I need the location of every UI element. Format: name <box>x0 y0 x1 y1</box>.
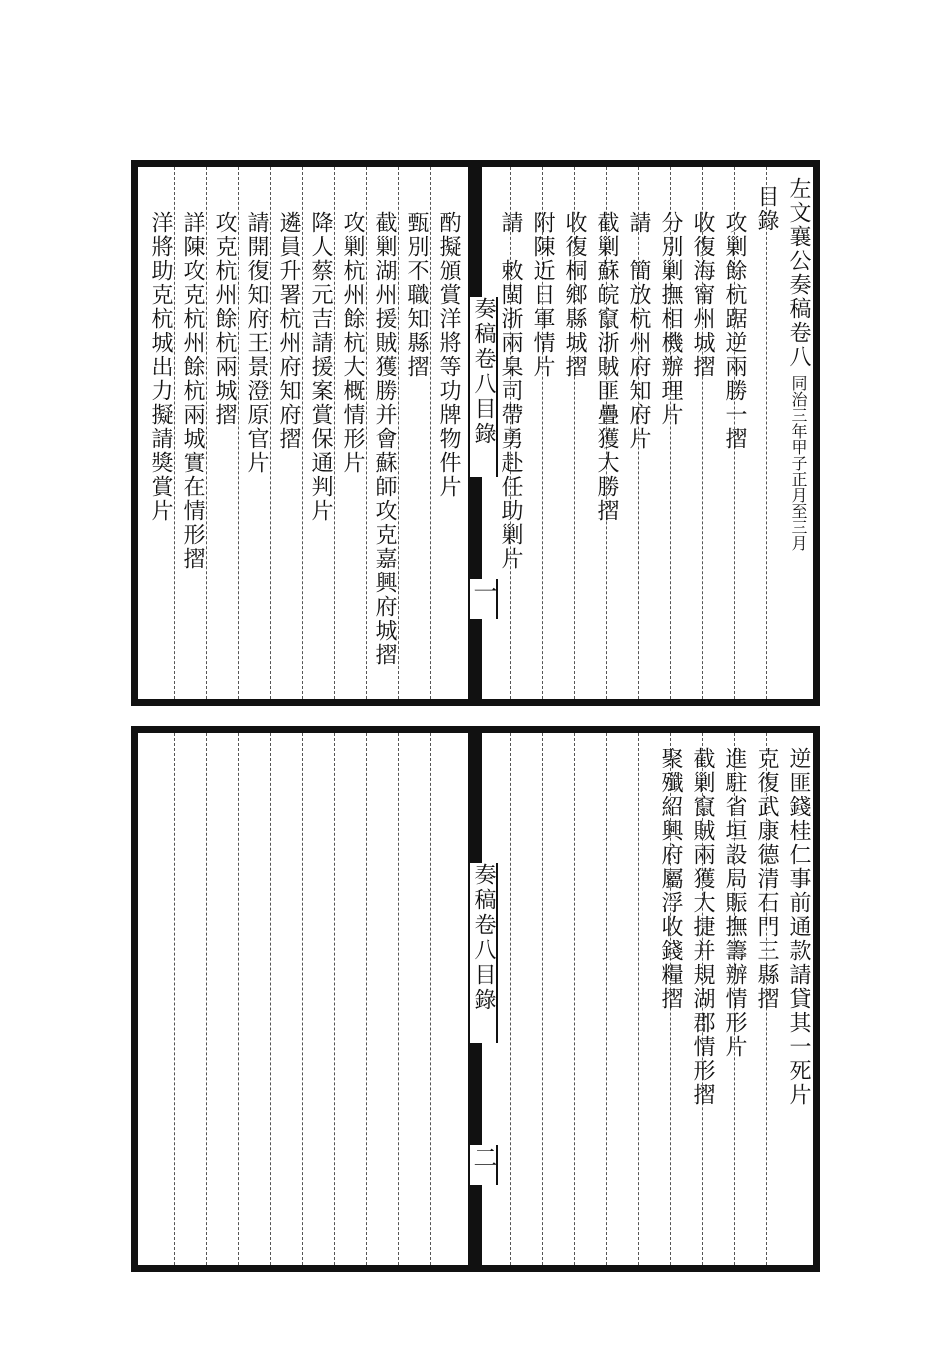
toc-entry: 降人蔡元吉請援案賞保通判片 <box>308 211 333 523</box>
toc-entry: 收復桐鄉縣城摺 <box>562 211 587 379</box>
toc-entry: 酌擬頒賞洋將等功牌物件片 <box>436 211 461 499</box>
toc-entry: 附陳近日軍情片 <box>530 211 555 379</box>
toc-entry: 洋將助克杭城出力擬請獎賞片 <box>148 211 173 523</box>
toc-entry: 攻克杭州餘杭兩城摺 <box>212 211 237 427</box>
volume-title: 左文襄公奏稿卷八 <box>786 177 811 369</box>
toc-entry: 攻剿餘杭踞逆兩勝一摺 <box>722 211 747 451</box>
section-label: 目錄 <box>754 185 779 233</box>
toc-entry: 請 簡放杭州府知府片 <box>626 211 651 451</box>
toc-entry: 請 敕閩浙兩臬司帶勇赴任助剿片 <box>498 211 523 571</box>
volume-date-range: 同治三年甲子正月至三月 <box>789 375 808 551</box>
bottom-page <box>131 726 820 1272</box>
toc-entry: 分別剿撫相機辦理片 <box>658 211 683 427</box>
toc-entry: 攻剿杭州餘杭大概情形片 <box>340 211 365 475</box>
header-column <box>784 177 812 551</box>
toc-entry: 收復海甯州城摺 <box>690 211 715 379</box>
toc-entry: 甄別不職知縣摺 <box>404 211 429 379</box>
toc-entry: 請開復知府王景澄原官片 <box>244 211 269 475</box>
toc-entry: 克復武康德清石門三縣摺 <box>754 747 779 1011</box>
toc-entry: 逆匪錢桂仁事前通款請貸其一死片 <box>786 747 811 1107</box>
toc-entry: 詳陳攻克杭州餘杭兩城實在情形摺 <box>180 211 205 571</box>
spine-page-number: 二 <box>468 1145 498 1185</box>
spine-title: 奏稿卷八目錄 <box>468 863 498 1043</box>
toc-entry: 進駐省垣設局賑撫籌辦情形片 <box>722 747 747 1059</box>
toc-entry: 遴員升署杭州府知府摺 <box>276 211 301 451</box>
toc-entry: 截剿蘇皖竄浙賊匪疊獲大勝摺 <box>594 211 619 523</box>
toc-entry: 截剿竄賊兩獲大捷并規湖郡情形摺 <box>690 747 715 1107</box>
spine-page-number: 一 <box>468 579 498 619</box>
toc-entry: 截剿湖州援賊獲勝并會蘇師攻克嘉興府城摺 <box>372 211 397 667</box>
top-page <box>131 160 820 706</box>
toc-entry: 聚殲紹興府屬浮收錢糧摺 <box>658 747 683 1011</box>
spine-title: 奏稿卷八目錄 <box>468 297 498 477</box>
